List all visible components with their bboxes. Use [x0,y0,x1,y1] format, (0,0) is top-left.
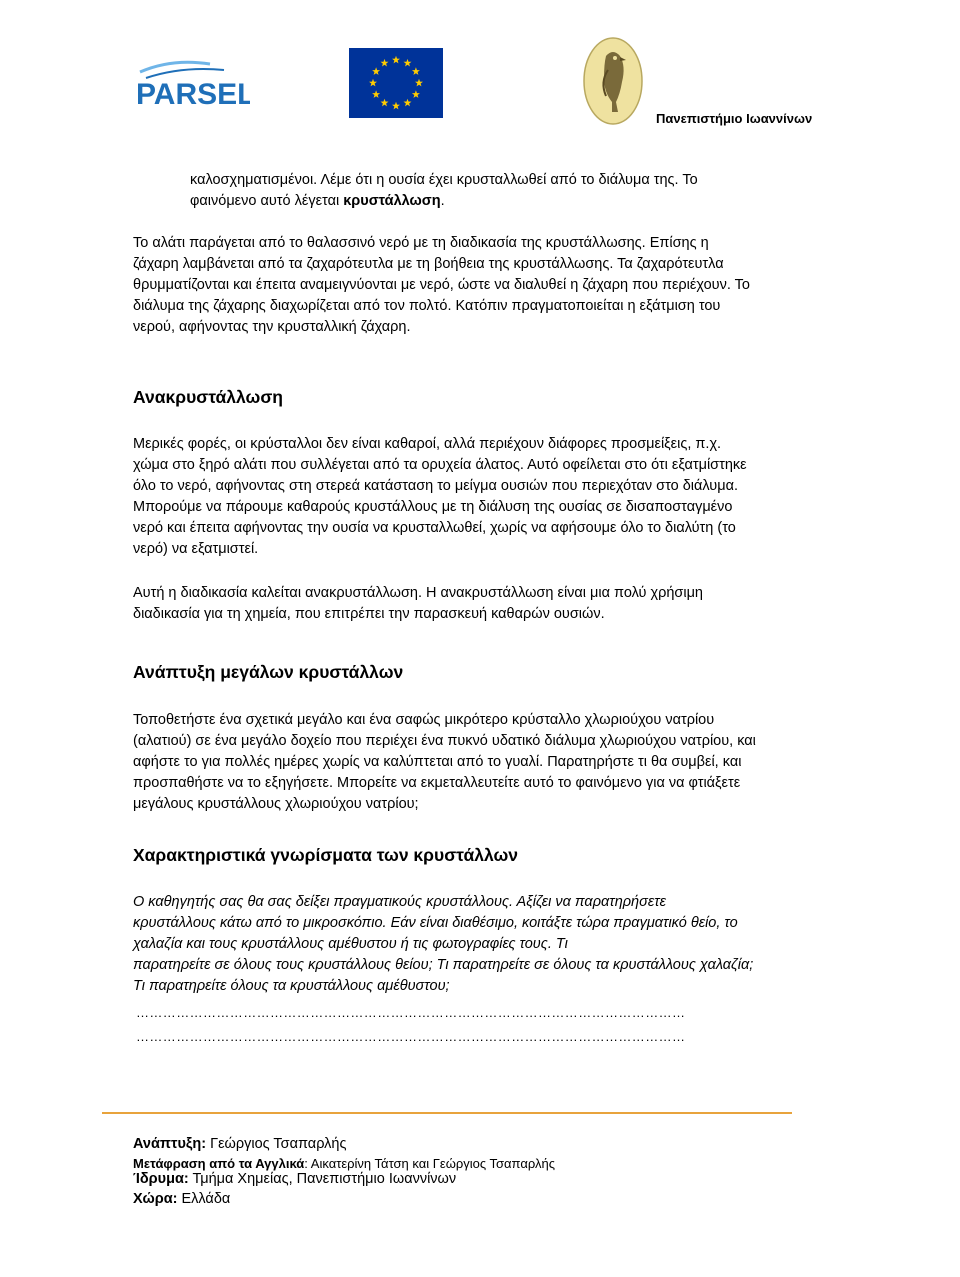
intro-line-2-end: . [440,193,445,209]
footer-institution-value: Τμήμα Χημείας, Πανεπιστήμιο Ιωαννίνων [188,1171,457,1187]
features-line-3: χαλαζία και τους κρυστάλλους αμέθυστου ή τις φωτογραφίες τους. Τι [133,936,568,952]
intro-line-2 [190,191,445,212]
recryst-line-5: νερό και έπειτα αφήνοντας την ουσία να κρυσταλλωθεί, χωρίς να αφήσουμε όλο το διαλύτη (το [133,520,736,536]
growth-line-5: μεγάλους κρυστάλλους χλωριούχου νατρίου; [133,796,419,812]
recryst-p2-line-1: Αυτή η διαδικασία καλείται ανακρυστάλλωση. Η ανακρυστάλλωση είναι μια πολύ χρήσιμη [133,585,703,601]
salt-line-3: θρυμματίζονται και έπειτα αναμειγνύονται με νερό, ώστε να διαλυθεί η ζάχαρη που περιέχουν. Το [133,277,750,293]
features-line-5: Τι παρατηρείτε όλους τα κρυστάλλους αμέθυστου; [133,978,450,994]
footer-divider [102,1112,792,1114]
footer-country-label: Χώρα: [133,1191,178,1207]
growth-line-1: Τοποθετήστε ένα σχετικά μεγάλο και ένα σαφώς μικρότερο κρύσταλλο χλωριούχου νατρίου [133,712,715,728]
features-line-4: παρατηρείτε σε όλους τους κρυστάλλους θείου; Τι παρατηρείτε σε όλους τα κρυστάλλους χαλαζία; [133,957,754,973]
growth-line-3: αφήστε το για πολλές ημέρες χωρίς να καλύπτεται από το γυαλί. Παρατηρήστε τι θα συμβεί, και [133,754,742,770]
recryst-line-3: όλο το νερό, αφήνοντας στη στερεά κατάσταση το μείγμα ουσιών που περιεχόταν στο διάλυμα. [133,478,738,494]
university-name: Πανεπιστήμιο Ιωαννίνων [656,111,813,126]
salt-line-5: νερού, αφήνοντας την κρυσταλλική ζάχαρη. [133,319,411,335]
footer-country-value: Ελλάδα [177,1191,231,1207]
features-line-1: Ο καθηγητής σας θα σας δείξει πραγματικούς κρυστάλλους. Αξίζει να παρατηρήσετε [133,894,667,910]
footer-developer-label: Ανάπτυξη: [133,1136,207,1152]
parsel-logo [132,54,250,112]
recryst-line-1: Μερικές φορές, οι κρύσταλλοι δεν είναι καθαροί, αλλά περιέχουν διάφορες προσμείξεις, π.χ. [133,436,722,452]
recryst-p2-line-2: διαδικασία για τη χημεία, που επιτρέπει την παρασκευή καθαρών ουσιών. [133,606,605,622]
salt-line-4: διάλυμα της ζάχαρης διαχωρίζεται από τον πολτό. Κατόπιν πραγματοποιείται η εξάτμιση του [133,298,721,314]
recryst-line-6: νερό) να εξατμιστεί. [133,541,259,557]
heading-recrystallization: Ανακρυστάλλωση [133,387,283,407]
footer-translation-value: : Αικατερίνη Τάτση και Γεώργιος Τσαπαρλής [304,1156,555,1171]
eu-flag-icon [349,48,443,118]
heading-crystal-features: Χαρακτηριστικά γνωρίσματα των κρυστάλλων [133,845,519,865]
footer-country [133,1189,230,1209]
footer-developer [133,1134,346,1154]
intro-line-2-text: φαινόμενο αυτό λέγεται [190,193,344,209]
recryst-line-4: Μπορούμε να πάρουμε καθαρούς κρυστάλλους με τη διάλυση της ουσίας σε δισαποσταγμένο [133,499,733,515]
salt-line-2: ζάχαρη λαμβάνεται από τα ζαχαρότευτλα με τη βοήθεια της κρυστάλλωσης. Τα ζαχαρότευτλα [133,256,724,272]
answer-line-2: …………………………………………………………………………………………………………… [136,1029,686,1044]
heading-large-crystals: Ανάπτυξη μεγάλων κρυστάλλων [133,662,404,682]
footer-translation-label: Μετάφραση από τα Αγγλικά [133,1156,305,1171]
footer-institution [133,1169,456,1189]
footer-institution-label: Ίδρυμα: [133,1171,189,1187]
parsel-logo-graphic [132,54,250,112]
footer-developer-value: Γεώργιος Τσαπαρλής [206,1136,347,1152]
intro-term-bold: κρυστάλλωση [343,193,441,209]
answer-line-1: …………………………………………………………………………………………………………… [136,1005,686,1020]
growth-line-2: (αλατιού) σε ένα μεγάλο δοχείο που περιέχει ένα πυκνό υδατικό διάλυμα χλωριούχου νατρίου, και [133,733,756,749]
university-seal-icon [582,36,644,126]
growth-line-4: προσπαθήστε να το εξηγήσετε. Μπορείτε να εκμεταλλευτείτε αυτό το φαινόμενο για να φτιάξετε [133,775,741,791]
features-line-2: κρυστάλλους κάτω από το μικροσκόπιο. Εάν είναι διαθέσιμο, κοιτάξτε τώρα πραγματικό θείο, το [133,915,738,931]
intro-line-1: καλοσχηματισμένοι. Λέμε ότι η ουσία έχει κρυσταλλωθεί από το διάλυμα της. Το [190,172,698,188]
parsel-logo-text: PARSEL [136,78,250,111]
recryst-line-2: χώμα στο ξηρό αλάτι που συλλέγεται από τα ορυχεία άλατος. Αυτό οφείλεται στο ότι εξατμίστηκε [133,457,747,473]
salt-line-1: Το αλάτι παράγεται από το θαλασσινό νερό με τη διαδικασία της κρυστάλλωσης. Επίσης η [133,235,709,251]
